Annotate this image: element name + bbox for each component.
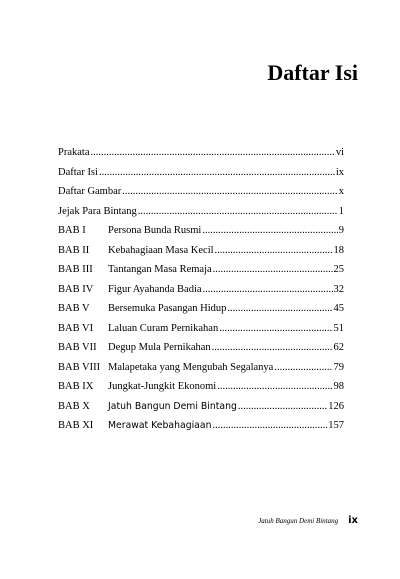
- footer-book-title: Jatuh Bangun Demi Bintang: [258, 517, 339, 525]
- chapter-number: BAB II: [58, 244, 90, 256]
- dot-leader: [202, 225, 337, 236]
- chapter-number: BAB I: [58, 225, 86, 236]
- toc-entry[interactable]: [58, 401, 344, 421]
- dot-leader: [217, 381, 332, 392]
- entry-page: 126: [328, 400, 344, 412]
- entry-label: Figur Ayahanda Badia: [108, 283, 202, 295]
- entry-label: Daftar Isi: [58, 166, 98, 178]
- entry-page: 18: [333, 244, 344, 256]
- dot-leader: [212, 342, 333, 353]
- entry-label: Jatuh Bangun Demi Bintang: [108, 400, 237, 412]
- entry-page: vi: [335, 147, 344, 158]
- entry-page: 79: [333, 361, 344, 373]
- toc-entry[interactable]: [58, 225, 344, 245]
- entry-label: Persona Bunda Rusmi: [108, 225, 202, 236]
- chapter-number: BAB VI: [58, 322, 94, 334]
- chapter-number: BAB V: [58, 303, 90, 314]
- entry-label: Degup Mula Pernikahan: [108, 342, 211, 353]
- dot-leader: [91, 147, 335, 158]
- dot-leader: [227, 303, 332, 314]
- dot-leader: [99, 167, 335, 178]
- entry-page: 157: [328, 420, 344, 431]
- entry-page: 32: [333, 283, 344, 295]
- chapter-number: BAB IV: [58, 283, 94, 295]
- toc-entry[interactable]: [58, 381, 344, 401]
- chapter-number: BAB XI: [58, 420, 94, 431]
- entry-page: 9: [338, 225, 344, 236]
- entry-label: Prakata: [58, 147, 90, 158]
- entry-label: Kebahagiaan Masa Kecil: [108, 244, 214, 256]
- toc-entry[interactable]: [58, 342, 344, 362]
- toc-entry[interactable]: [58, 186, 344, 206]
- chapter-number: BAB III: [58, 264, 93, 275]
- entry-label: Tantangan Masa Remaja: [108, 264, 212, 275]
- entry-label: Daftar Gambar: [58, 186, 122, 197]
- toc-entry[interactable]: [58, 323, 344, 343]
- page-title: Daftar Isi: [267, 60, 358, 85]
- toc-entry[interactable]: [58, 245, 344, 265]
- dot-leader: [122, 186, 337, 197]
- table-of-contents: [58, 147, 344, 440]
- chapter-number: BAB IX: [58, 381, 94, 392]
- dot-leader: [219, 323, 332, 334]
- dot-leader: [215, 245, 333, 256]
- dot-leader: [212, 420, 327, 431]
- entry-page: 25: [333, 264, 344, 275]
- entry-page: 1: [338, 205, 344, 217]
- entry-label: Jungkat-Jungkit Ekonomi: [108, 381, 217, 392]
- toc-entry[interactable]: [58, 420, 344, 440]
- chapter-number: BAB X: [58, 400, 90, 412]
- entry-page: 51: [333, 322, 344, 334]
- chapter-number: BAB VIII: [58, 361, 101, 373]
- entry-label: Malapetaka yang Mengubah Segalanya: [108, 361, 274, 373]
- entry-label: Merawat Kebahagiaan: [108, 420, 212, 431]
- page-footer: [258, 515, 358, 526]
- toc-entry[interactable]: [58, 362, 344, 382]
- dot-leader: [238, 401, 327, 412]
- toc-entry[interactable]: [58, 167, 344, 187]
- entry-label: Jejak Para Bintang: [58, 205, 137, 217]
- dot-leader: [274, 362, 332, 373]
- dot-leader: [213, 264, 333, 275]
- entry-page: ix: [335, 166, 344, 178]
- dot-leader: [203, 284, 333, 295]
- entry-label: Bersemuka Pasangan Hidup: [108, 303, 227, 314]
- entry-page: 98: [333, 381, 344, 392]
- toc-entry[interactable]: [58, 284, 344, 304]
- entry-label: Laluan Curam Pernikahan: [108, 322, 219, 334]
- toc-entry[interactable]: [58, 147, 344, 167]
- entry-page: 45: [333, 303, 344, 314]
- toc-entry[interactable]: [58, 264, 344, 284]
- toc-entry[interactable]: [58, 303, 344, 323]
- entry-page: x: [338, 186, 344, 197]
- chapter-number: BAB VII: [58, 342, 97, 353]
- toc-entry[interactable]: [58, 206, 344, 226]
- entry-page: 62: [333, 342, 344, 353]
- dot-leader: [138, 206, 338, 217]
- footer-page-number: ix: [348, 515, 358, 526]
